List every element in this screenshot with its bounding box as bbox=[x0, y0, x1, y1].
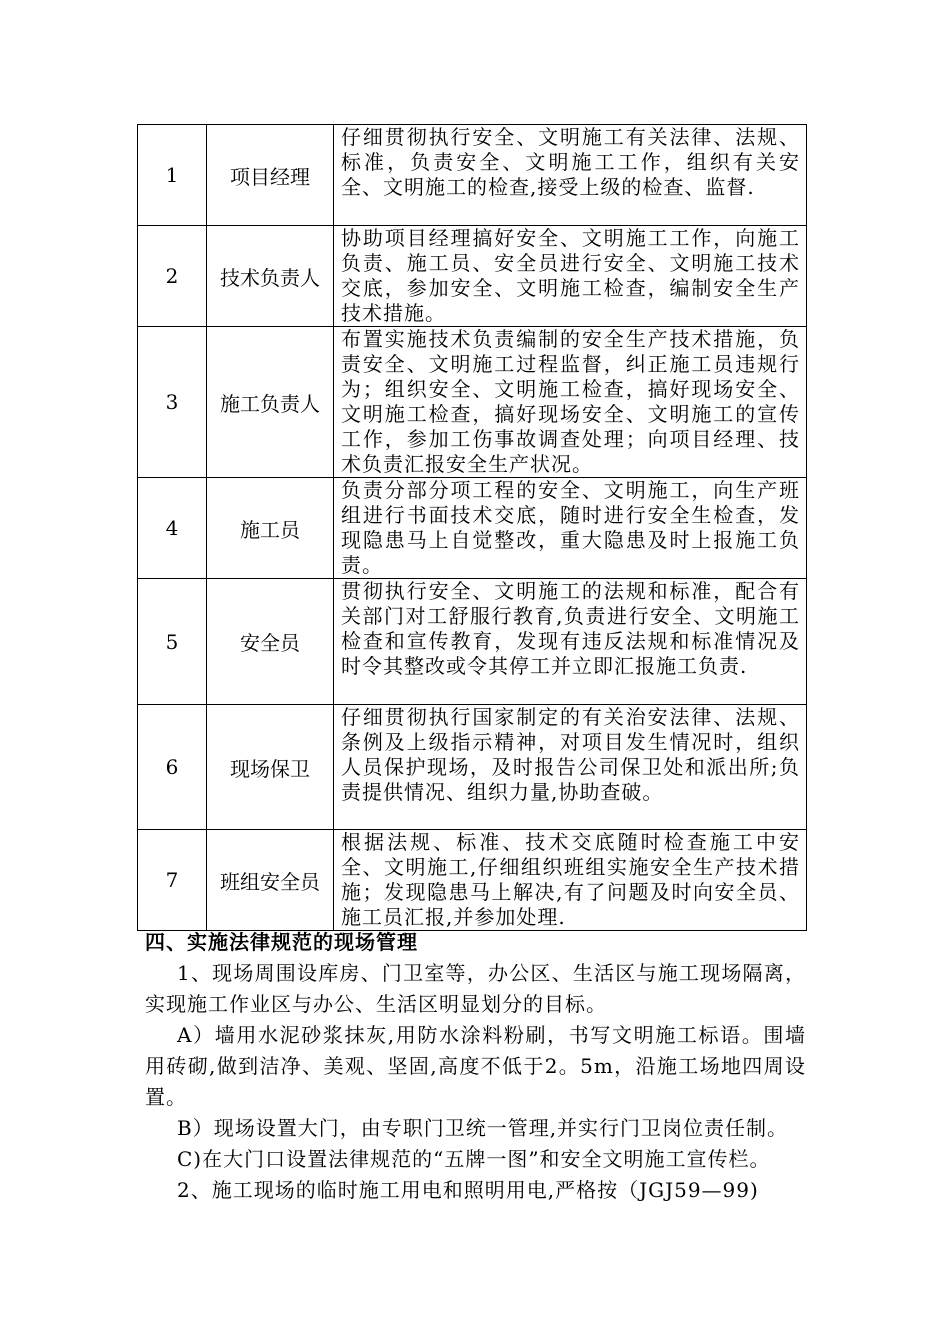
row-number: 6 bbox=[138, 705, 207, 830]
role-name: 施工员 bbox=[207, 478, 334, 579]
paragraph: 2、施工现场的临时施工用电和照明用电,严格按（JGJ59—99) bbox=[177, 1178, 759, 1202]
role-name: 项目经理 bbox=[207, 125, 334, 226]
role-duty: 布置实施技术负责编制的安全生产技术措施，负责安全、文明施工过程监督，纠正施工员违规行为；组织安全、文明施工检查，搞好现场安全、文明施工检查，搞好现场安全、文明施工的宣传工作，参加工伤事故调查处理；向项目经理、技术负责汇报安全生产状况。 bbox=[334, 327, 807, 478]
row-number: 3 bbox=[138, 327, 207, 478]
role-name: 班组安全员 bbox=[207, 830, 334, 931]
row-number: 7 bbox=[138, 830, 207, 931]
section-body bbox=[145, 927, 806, 1206]
section-heading: 四、实施法律规范的现场管理 bbox=[145, 930, 418, 954]
role-duty: 根据法规、标准、技术交底随时检查施工中安全、文明施工,仔细组织班组实施安全生产技术措施；发现隐患马上解决,有了问题及时向安全员、施工员汇报,并参加处理. bbox=[334, 830, 807, 931]
role-name: 技术负责人 bbox=[207, 226, 334, 327]
role-name: 现场保卫 bbox=[207, 705, 334, 830]
table-row bbox=[138, 830, 807, 931]
table-row bbox=[138, 327, 807, 478]
role-duty: 仔细贯彻执行安全、文明施工有关法律、法规、标准，负责安全、文明施工工作，组织有关安全、文明施工的检查,接受上级的检查、监督. bbox=[334, 125, 807, 226]
row-number: 4 bbox=[138, 478, 207, 579]
row-number: 2 bbox=[138, 226, 207, 327]
paragraph: B）现场设置大门，由专职门卫统一管理,并实行门卫岗位责任制。 bbox=[177, 1116, 789, 1140]
table-row bbox=[138, 125, 807, 226]
paragraph: 1、现场周围设库房、门卫室等，办公区、生活区与施工现场隔离，实现施工作业区与办公、生活区明显划分的目标。 bbox=[145, 961, 806, 1016]
role-duty: 协助项目经理搞好安全、文明施工工作，向施工负责、施工员、安全员进行安全、文明施工技术交底，参加安全、文明施工检查，编制安全生产技术措施。 bbox=[334, 226, 807, 327]
role-name: 安全员 bbox=[207, 579, 334, 705]
table-row bbox=[138, 705, 807, 830]
table-row bbox=[138, 226, 807, 327]
responsibility-table bbox=[137, 124, 807, 931]
role-duty: 贯彻执行安全、文明施工的法规和标准，配合有关部门对工舒服行教育,负责进行安全、文明施工检查和宣传教育，发现有违反法规和标准情况及时令其整改或令其停工并立即汇报施工负责. bbox=[334, 579, 807, 705]
role-name: 施工负责人 bbox=[207, 327, 334, 478]
row-number: 1 bbox=[138, 125, 207, 226]
role-duty: 负责分部分项工程的安全、文明施工，向生产班组进行书面技术交底，随时进行安全生检查，发现隐患马上自觉整改，重大隐患及时上报施工负责。 bbox=[334, 478, 807, 579]
paragraph: C)在大门口设置法律规范的“五牌一图”和安全文明施工宣传栏。 bbox=[177, 1147, 771, 1171]
role-duty: 仔细贯彻执行国家制定的有关治安法律、法规、条例及上级指示精神，对项目发生情况时，组织人员保护现场，及时报告公司保卫处和派出所;负责提供情况、组织力量,协助查破。 bbox=[334, 705, 807, 830]
row-number: 5 bbox=[138, 579, 207, 705]
table-row bbox=[138, 478, 807, 579]
paragraph: A）墙用水泥砂浆抹灰,用防水涂料粉刷，书写文明施工标语。围墙用砖砌,做到洁净、美观、坚固,高度不低于2。5m，沿施工场地四周设置。 bbox=[145, 1023, 806, 1109]
table-row bbox=[138, 579, 807, 705]
